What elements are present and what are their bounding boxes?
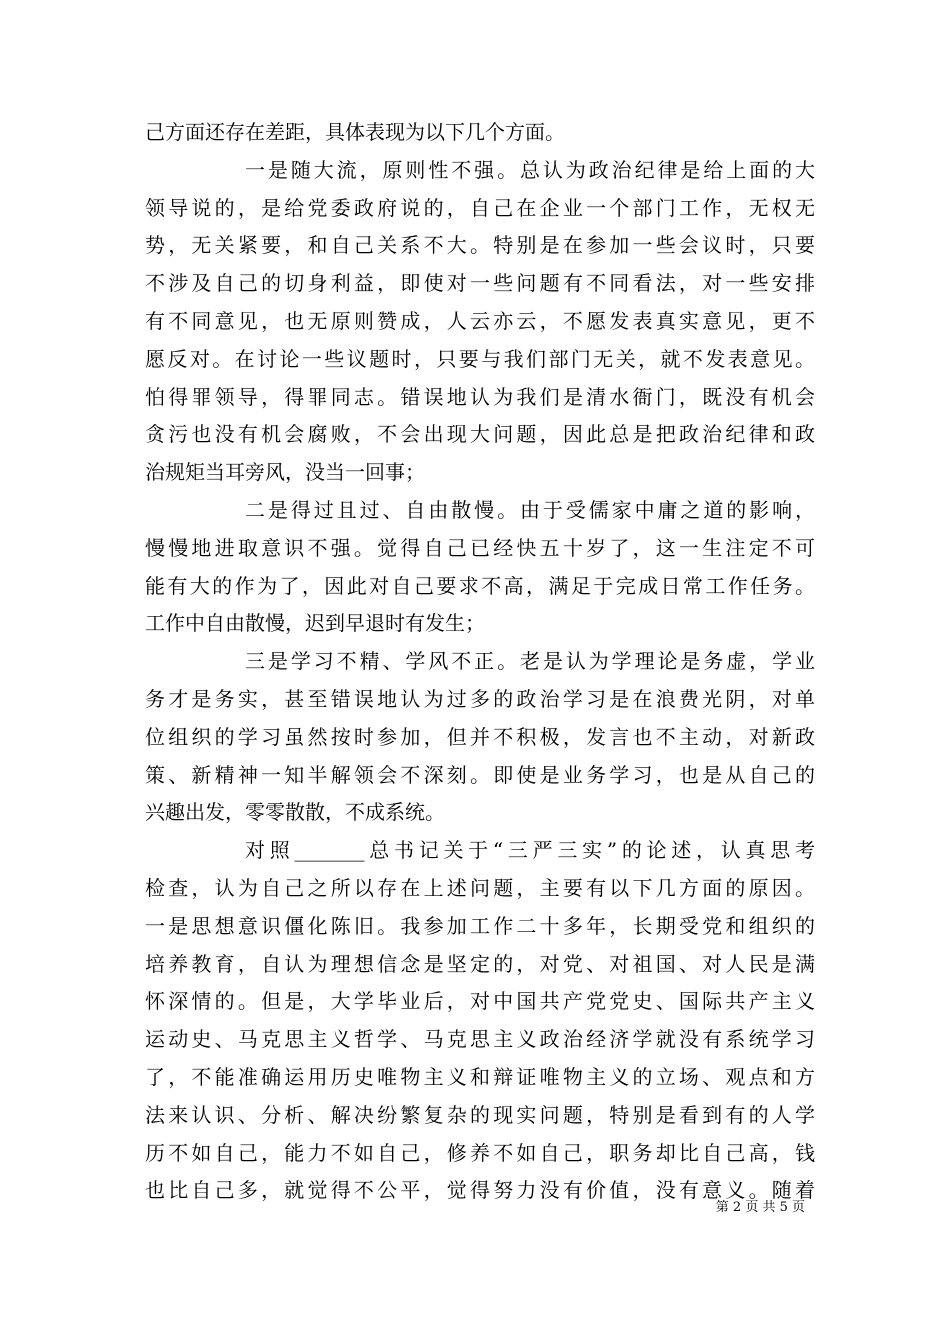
text-line: 兴趣出发，零零散散，不成系统。 xyxy=(145,800,445,825)
text-line: 不涉及自己的切身利益，即使对一些问题有不同看法，对一些安排 xyxy=(145,271,815,296)
text-line: 贪污也没有机会腐败，不会出现大问题，因此总是把政治纪律和政 xyxy=(145,422,815,447)
paragraph-5 xyxy=(145,832,815,1210)
text-line: 检查，认为自己之所以存在上述问题，主要有以下几方面的原因。 xyxy=(145,875,815,900)
text-line: 有不同意见，也无原则赞成，人云亦云，不愿发表真实意见，更不 xyxy=(145,308,815,333)
text-line: 己方面还存在差距，具体表现为以下几个方面。 xyxy=(145,120,565,144)
text-line: 培养教育，自认为理想信念是坚定的，对党、对祖国、对人民是满 xyxy=(145,951,815,976)
text-line: 也比自己多，就觉得不公平，觉得努力没有价值，没有意义。随着 xyxy=(145,1178,815,1203)
text-line: 法来认识、分析、解决纷繁复杂的现实问题，特别是看到有的人学 xyxy=(145,1102,815,1127)
paragraph-3 xyxy=(145,492,815,643)
text-line: 能有大的作为了，因此对自己要求不高，满足于完成日常工作任务。 xyxy=(145,573,815,598)
text-line: 务才是务实，甚至错误地认为过多的政治学习是在浪费光阴，对单 xyxy=(145,686,815,711)
text-line: 了，不能准确运用历史唯物主义和辩证唯物主义的立场、观点和方 xyxy=(145,1064,815,1089)
text-line: 怕得罪领导，得罪同志。错误地认为我们是清水衙门，既没有机会 xyxy=(145,384,815,409)
text-line: 策、新精神一知半解领会不深刻。即使是业务学习，也是从自己的 xyxy=(145,762,815,787)
paragraph-4 xyxy=(145,643,815,832)
text-line: 愿反对。在讨论一些议题时，只要与我们部门无关，就不发表意见。 xyxy=(145,346,815,371)
text-line: 历不如自己，能力不如自己，修养不如自己，职务却比自己高，钱 xyxy=(145,1140,815,1165)
text-line: 慢慢地进取意识不强。觉得自己已经快五十岁了，这一生注定不可 xyxy=(145,535,815,560)
text-line: 位组织的学习虽然按时参加，但并不积极，发言也不主动，对新政 xyxy=(145,724,815,749)
text-line: 对照_______总书记关于“三严三实”的论述，认真思考 xyxy=(245,838,815,863)
text-line: 势，无关紧要，和自己关系不大。特别是在参加一些会议时，只要 xyxy=(145,233,815,258)
paragraph-1 xyxy=(145,114,815,152)
text-line: 二是得过且过、自由散慢。由于受儒家中庸之道的影响， xyxy=(245,497,815,522)
text-line: 领导说的，是给党委政府说的，自己在企业一个部门工作，无权无 xyxy=(145,195,815,220)
text-line: 一是随大流，原则性不强。总认为政治纪律是给上面的大 xyxy=(245,157,815,182)
text-line: 工作中自由散慢，迟到早退时有发生； xyxy=(145,611,485,636)
text-line: 一是思想意识僵化陈旧。我参加工作二十多年，长期受党和组织的 xyxy=(145,913,815,938)
text-line: 运动史、马克思主义哲学、马克思主义政治经济学就没有系统学习 xyxy=(145,1027,815,1052)
text-line: 治规矩当耳旁风，没当一回事； xyxy=(145,460,425,485)
paragraph-2 xyxy=(145,152,815,492)
text-line: 怀深情的。但是，大学毕业后，对中国共产党党史、国际共产主义 xyxy=(145,989,815,1014)
page-number-footer: 第 2 页 共 5 页 xyxy=(715,1200,805,1215)
body-text xyxy=(145,114,815,1210)
text-line: 三是学习不精、学风不正。老是认为学理论是务虚，学业 xyxy=(245,649,815,674)
